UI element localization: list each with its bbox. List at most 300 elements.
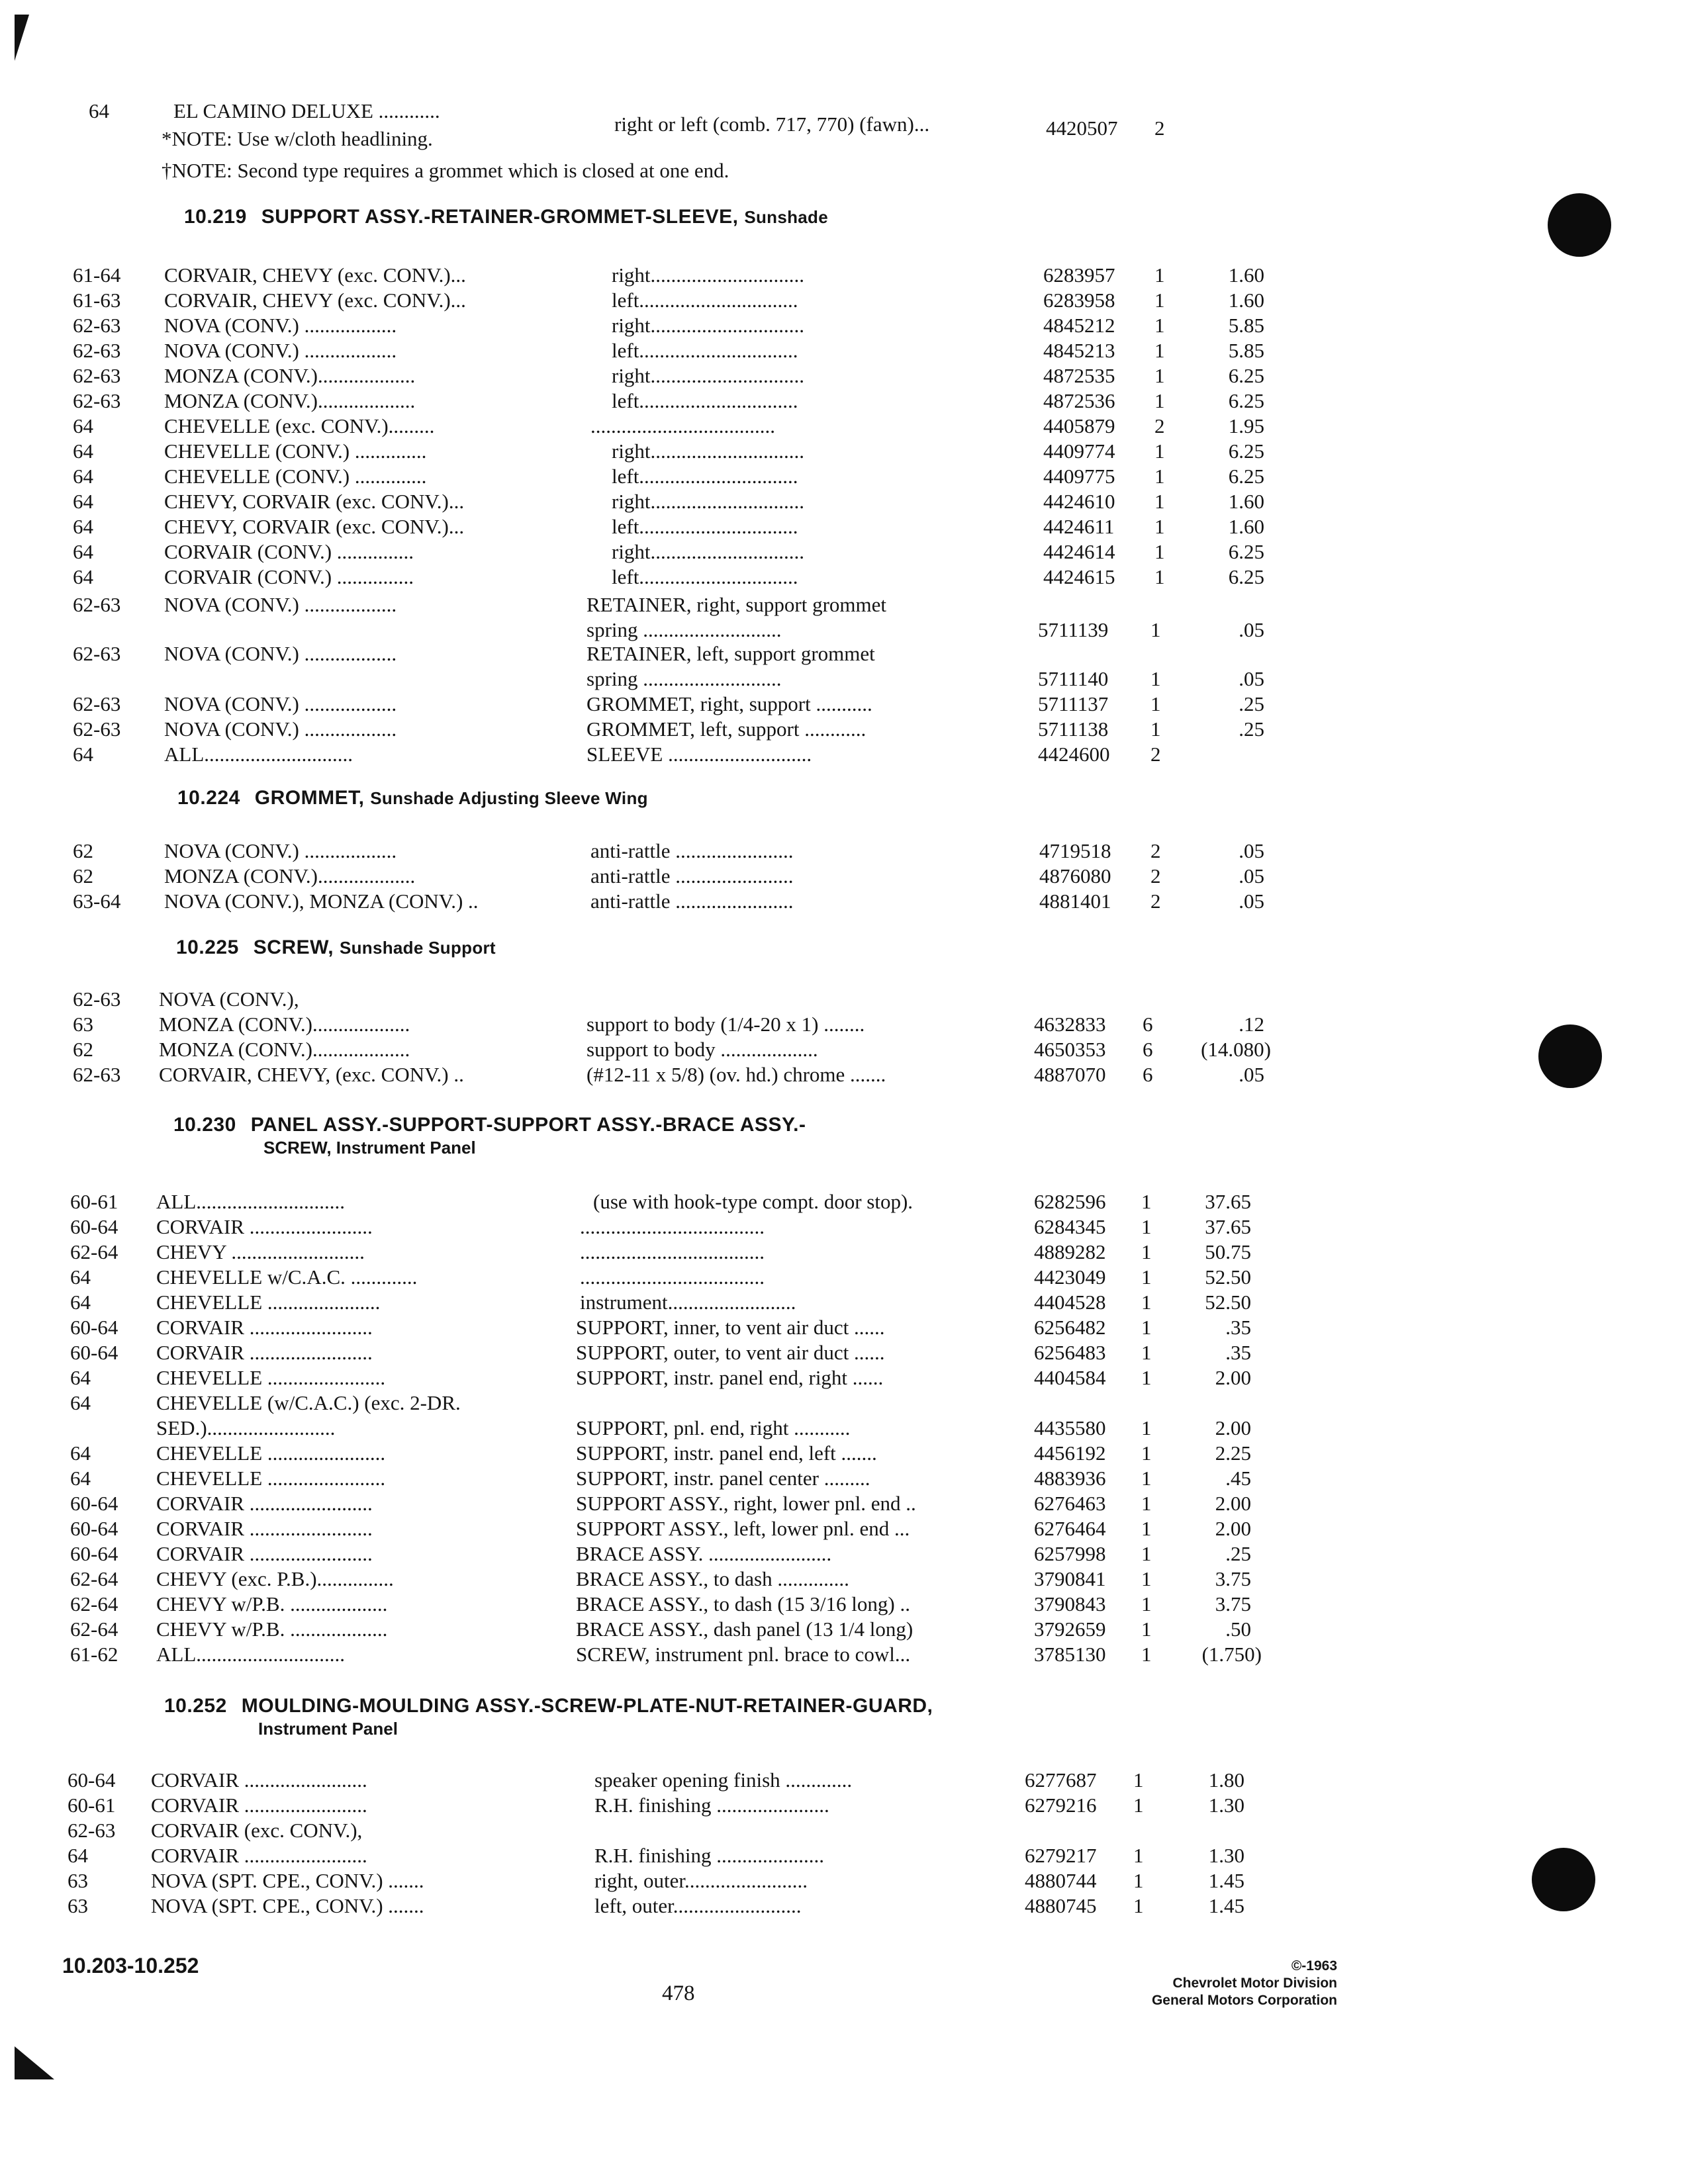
description-cell: spring ........................... [586, 618, 782, 641]
price-cell: .05 [1239, 1063, 1264, 1086]
year-cell: 64 [70, 1265, 91, 1289]
year-cell: 64 [70, 1467, 91, 1490]
quantity-cell: 6 [1143, 1013, 1153, 1036]
part-number-cell: 6277687 [1025, 1768, 1097, 1792]
model-cell: NOVA (SPT. CPE., CONV.) ....... [151, 1869, 424, 1892]
description-cell: right.............................. [612, 540, 805, 563]
description-cell: R.H. finishing ...................... [594, 1794, 829, 1817]
part-number-cell: 4424614 [1043, 540, 1115, 563]
quantity-cell: 1 [1154, 389, 1165, 412]
part-number-cell: 5711137 [1038, 692, 1109, 715]
model-cell: CHEVY (exc. P.B.)............... [156, 1567, 394, 1590]
description-cell: left............................... [612, 565, 798, 588]
section-title: GROMMET, [254, 787, 365, 809]
year-cell: 62-63 [73, 364, 121, 387]
model-cell: NOVA (CONV.), [159, 987, 299, 1011]
corner-mark-bottom-left [15, 2046, 54, 2079]
part-number-cell: 3792659 [1034, 1617, 1106, 1641]
quantity-cell: 1 [1141, 1366, 1152, 1389]
description-cell: SUPPORT, instr. panel end, right ...... [576, 1366, 884, 1389]
part-number-cell: 6282596 [1034, 1190, 1106, 1213]
model-cell: MONZA (CONV.)................... [164, 389, 416, 412]
part-number-cell: 6276463 [1034, 1492, 1106, 1515]
quantity-cell: 1 [1150, 692, 1161, 715]
part-number-cell: 4880745 [1025, 1894, 1097, 1917]
year-cell: 60-64 [70, 1215, 118, 1238]
price-cell: 6.25 [1228, 389, 1264, 412]
price-cell: .25 [1225, 1542, 1251, 1565]
quantity-cell: 1 [1141, 1265, 1152, 1289]
model-cell: EL CAMINO DELUXE ............ [173, 99, 440, 122]
quantity-cell: 1 [1133, 1894, 1144, 1917]
model-cell: NOVA (CONV.) .................. [164, 839, 397, 862]
price-cell: 2.25 [1215, 1441, 1251, 1465]
part-number-cell: 4845213 [1043, 339, 1115, 362]
quantity-cell: 1 [1154, 364, 1165, 387]
part-number-cell: 4435580 [1034, 1416, 1106, 1439]
year-cell: 60-64 [70, 1341, 118, 1364]
part-number-cell: 4845212 [1043, 314, 1115, 337]
description-cell: support to body ................... [586, 1038, 818, 1061]
part-number-cell: 5711138 [1038, 717, 1109, 741]
description-cell: support to body (1/4-20 x 1) ........ [586, 1013, 865, 1036]
quantity-cell: 1 [1141, 1567, 1152, 1590]
description-cell: GROMMET, right, support ........... [586, 692, 872, 715]
year-cell: 62-63 [73, 717, 121, 741]
price-cell: .35 [1225, 1341, 1251, 1364]
part-number-cell: 4876080 [1039, 864, 1111, 887]
year-cell: 62-63 [73, 389, 121, 412]
section-number: 10.219 [184, 206, 247, 228]
note-line: *NOTE: Use w/cloth headlining. [162, 127, 433, 150]
price-cell: 6.25 [1228, 439, 1264, 463]
description-cell: SUPPORT, instr. panel end, left ....... [576, 1441, 877, 1465]
model-cell: NOVA (SPT. CPE., CONV.) ....... [151, 1894, 424, 1917]
quantity-cell: 1 [1154, 490, 1165, 513]
part-number-cell: 3790841 [1034, 1567, 1106, 1590]
price-cell: 1.60 [1228, 289, 1264, 312]
description-cell: (#12-11 x 5/8) (ov. hd.) chrome ....... [586, 1063, 886, 1086]
part-number-cell: 5711139 [1038, 618, 1109, 641]
quantity-cell: 1 [1141, 1190, 1152, 1213]
part-number-cell: 4650353 [1034, 1038, 1106, 1061]
model-cell: CHEVELLE ...................... [156, 1291, 381, 1314]
price-cell: 5.85 [1228, 314, 1264, 337]
part-number-cell: 4883936 [1034, 1467, 1106, 1490]
quantity-cell: 1 [1141, 1240, 1152, 1263]
description-cell: GROMMET, left, support ............ [586, 717, 867, 741]
price-cell: 3.75 [1215, 1567, 1251, 1590]
division-line: Chevrolet Motor Division [1172, 1976, 1337, 1991]
year-cell: 64 [73, 465, 93, 488]
part-number-cell: 4872535 [1043, 364, 1115, 387]
part-number-cell: 6279217 [1025, 1844, 1097, 1867]
price-cell: 2.00 [1215, 1416, 1251, 1439]
year-cell: 64 [73, 565, 93, 588]
quantity-cell: 1 [1133, 1844, 1144, 1867]
year-cell: 62 [73, 1038, 93, 1061]
model-cell: CHEVY, CORVAIR (exc. CONV.)... [164, 490, 465, 513]
copyright-line: ©-1963 [1291, 1958, 1337, 1974]
year-cell: 64 [73, 515, 93, 538]
part-number-cell: 4424600 [1038, 743, 1110, 766]
quantity-cell: 6 [1143, 1038, 1153, 1061]
part-number-cell: 6284345 [1034, 1215, 1106, 1238]
section-number: 10.230 [173, 1114, 236, 1136]
model-cell: CORVAIR, CHEVY (exc. CONV.)... [164, 263, 466, 287]
model-cell: CORVAIR ........................ [156, 1542, 373, 1565]
model-cell: CORVAIR (CONV.) ............... [164, 540, 414, 563]
year-cell: 62-64 [70, 1592, 118, 1615]
year-cell: 60-61 [70, 1190, 118, 1213]
year-cell: 60-64 [70, 1542, 118, 1565]
model-cell: CORVAIR (exc. CONV.), [151, 1819, 363, 1842]
description-cell: instrument......................... [580, 1291, 796, 1314]
model-cell: CHEVELLE ....................... [156, 1441, 386, 1465]
year-cell: 63 [68, 1869, 88, 1892]
price-cell: .05 [1239, 864, 1264, 887]
table-row [0, 1640, 1688, 1669]
price-cell: 1.60 [1228, 515, 1264, 538]
model-cell: MONZA (CONV.)................... [164, 364, 416, 387]
page-number: 478 [662, 1981, 695, 2005]
description-cell: BRACE ASSY. ........................ [576, 1542, 832, 1565]
year-cell: 64 [70, 1441, 91, 1465]
year-cell: 62-64 [70, 1567, 118, 1590]
price-cell: .25 [1239, 717, 1264, 741]
table-row [0, 740, 1688, 769]
section-title: SCREW, [253, 936, 334, 958]
table-row [0, 887, 1688, 916]
price-cell: .25 [1239, 692, 1264, 715]
description-cell: BRACE ASSY., to dash .............. [576, 1567, 849, 1590]
part-number-cell: 4423049 [1034, 1265, 1106, 1289]
model-cell: NOVA (CONV.) .................. [164, 314, 397, 337]
price-cell: 6.25 [1228, 565, 1264, 588]
description-cell: SUPPORT ASSY., left, lower pnl. end ... [576, 1517, 910, 1540]
year-cell: 62 [73, 864, 93, 887]
year-cell: 62-64 [70, 1240, 118, 1263]
section-number: 10.224 [177, 787, 240, 809]
quantity-cell: 1 [1154, 339, 1165, 362]
description-cell: BRACE ASSY., dash panel (13 1/4 long) [576, 1617, 914, 1641]
year-cell: 62-63 [73, 339, 121, 362]
binder-hole-top [1548, 193, 1611, 257]
quantity-cell: 1 [1133, 1794, 1144, 1817]
price-cell: .05 [1239, 667, 1264, 690]
description-cell: SUPPORT, instr. panel center ......... [576, 1467, 870, 1490]
description-cell: R.H. finishing ..................... [594, 1844, 825, 1867]
model-cell: CORVAIR ........................ [151, 1768, 367, 1792]
description-cell: anti-rattle ....................... [590, 889, 794, 913]
year-cell: 64 [70, 1291, 91, 1314]
price-cell: 6.25 [1228, 540, 1264, 563]
price-cell: 1.60 [1228, 263, 1264, 287]
model-cell: CORVAIR, CHEVY, (exc. CONV.) .. [159, 1063, 464, 1086]
part-number-cell: 4880744 [1025, 1869, 1097, 1892]
table-row [0, 1060, 1688, 1089]
corporation-line: General Motors Corporation [1151, 1993, 1337, 2008]
model-cell: CHEVY w/P.B. ................... [156, 1592, 388, 1615]
part-number-cell: 4409775 [1043, 465, 1115, 488]
quantity-cell: 1 [1154, 314, 1165, 337]
part-number-cell: 4409774 [1043, 439, 1115, 463]
quantity-cell: 6 [1143, 1063, 1153, 1086]
model-cell: MONZA (CONV.)................... [159, 1038, 410, 1061]
model-cell: CORVAIR ........................ [156, 1517, 373, 1540]
table-row [0, 563, 1688, 592]
part-number-cell: 4404584 [1034, 1366, 1106, 1389]
quantity-cell: 1 [1154, 439, 1165, 463]
year-cell: 62 [73, 839, 93, 862]
price-cell: 1.95 [1228, 414, 1264, 437]
section-heading [164, 1693, 933, 1719]
year-cell: 64 [73, 414, 93, 437]
year-cell: 60-64 [68, 1768, 116, 1792]
quantity-cell: 1 [1141, 1416, 1152, 1439]
year-cell: 60-61 [68, 1794, 116, 1817]
section-heading [177, 785, 648, 811]
price-cell: 1.45 [1208, 1869, 1244, 1892]
quantity-cell: 2 [1150, 743, 1161, 766]
description-cell: .................................... [590, 414, 775, 437]
part-number-cell: 4872536 [1043, 389, 1115, 412]
price-cell: 3.75 [1215, 1592, 1251, 1615]
model-cell: ALL............................. [156, 1643, 346, 1666]
year-cell: 63 [68, 1894, 88, 1917]
price-cell: .12 [1239, 1013, 1264, 1036]
year-cell: 63-64 [73, 889, 121, 913]
description-cell: .................................... [580, 1265, 765, 1289]
price-cell: 6.25 [1228, 465, 1264, 488]
model-cell: CORVAIR ........................ [151, 1794, 367, 1817]
quantity-cell: 1 [1141, 1517, 1152, 1540]
description-cell: left............................... [612, 339, 798, 362]
year-cell: 60-64 [70, 1492, 118, 1515]
section-heading [184, 204, 828, 230]
quantity-cell: 2 [1150, 864, 1161, 887]
model-cell: CHEVELLE ....................... [156, 1467, 386, 1490]
part-number-cell: 4424611 [1043, 515, 1115, 538]
model-cell: MONZA (CONV.)................... [159, 1013, 410, 1036]
description-cell: speaker opening finish ............. [594, 1768, 853, 1792]
description-cell: SUPPORT, pnl. end, right ........... [576, 1416, 851, 1439]
year-cell: 64 [70, 1391, 91, 1414]
section-subtitle: Sunshade [744, 207, 828, 227]
description-cell: SUPPORT ASSY., right, lower pnl. end .. [576, 1492, 916, 1515]
description-cell: SUPPORT, outer, to vent air duct ...... [576, 1341, 885, 1364]
model-cell: CHEVELLE w/C.A.C. ............. [156, 1265, 418, 1289]
quantity-cell: 1 [1141, 1291, 1152, 1314]
part-number-cell: 4404528 [1034, 1291, 1106, 1314]
year-cell: 60-64 [70, 1517, 118, 1540]
year-cell: 62-63 [73, 1063, 121, 1086]
year-cell: 64 [68, 1844, 88, 1867]
price-cell: 1.80 [1208, 1768, 1244, 1792]
description-cell: .................................... [580, 1240, 765, 1263]
price-cell: .45 [1225, 1467, 1251, 1490]
part-number-cell: 6257998 [1034, 1542, 1106, 1565]
quantity-cell: 1 [1150, 667, 1161, 690]
quantity-cell: 2 [1150, 839, 1161, 862]
quantity-cell: 2 [1154, 414, 1165, 437]
section-number: 10.252 [164, 1695, 227, 1717]
part-number-cell: 3785130 [1034, 1643, 1106, 1666]
year-cell: 64 [73, 540, 93, 563]
description-cell: right.............................. [612, 490, 805, 513]
description-cell: left............................... [612, 465, 798, 488]
model-cell: NOVA (CONV.) .................. [164, 717, 397, 741]
quantity-cell: 1 [1141, 1341, 1152, 1364]
part-number-cell: 4424610 [1043, 490, 1115, 513]
quantity-cell: 1 [1141, 1441, 1152, 1465]
model-cell: CORVAIR (CONV.) ............... [164, 565, 414, 588]
model-cell: SED.)......................... [156, 1416, 336, 1439]
year-cell: 62-63 [68, 1819, 116, 1842]
price-cell: .50 [1225, 1617, 1251, 1641]
year-cell: 62-63 [73, 314, 121, 337]
description-cell: spring ........................... [586, 667, 782, 690]
price-cell: 6.25 [1228, 364, 1264, 387]
section-title: MOULDING-MOULDING ASSY.-SCREW-PLATE-NUT-RETAINER-GUARD, [241, 1695, 933, 1717]
model-cell: NOVA (CONV.) .................. [164, 692, 397, 715]
price-cell: 52.50 [1205, 1265, 1251, 1289]
price-cell: 52.50 [1205, 1291, 1251, 1314]
year-cell: 62-63 [73, 692, 121, 715]
model-cell: NOVA (CONV.) .................. [164, 339, 397, 362]
description-cell: right.............................. [612, 263, 805, 287]
description-cell: right.............................. [612, 314, 805, 337]
price-cell: 1.45 [1208, 1894, 1244, 1917]
model-cell: NOVA (CONV.) .................. [164, 593, 397, 616]
year-cell: 62-63 [73, 987, 121, 1011]
quantity-cell: 1 [1141, 1215, 1152, 1238]
part-number-cell: 4405879 [1043, 414, 1115, 437]
quantity-cell: 1 [1154, 289, 1165, 312]
section-subtitle-line: Instrument Panel [258, 1719, 398, 1739]
model-cell: CHEVY, CORVAIR (exc. CONV.)... [164, 515, 465, 538]
description-cell: right or left (comb. 717, 770) (fawn)... [614, 113, 930, 136]
part-number-cell: 6256482 [1034, 1316, 1106, 1339]
model-cell: ALL............................. [156, 1190, 346, 1213]
quantity-cell: 1 [1141, 1643, 1152, 1666]
model-cell: CORVAIR, CHEVY (exc. CONV.)... [164, 289, 466, 312]
quantity-cell: 1 [1154, 515, 1165, 538]
year-cell: 62-64 [70, 1617, 118, 1641]
price-cell: 1.30 [1208, 1794, 1244, 1817]
quantity-cell: 1 [1154, 263, 1165, 287]
price-cell: (1.750) [1201, 1643, 1262, 1666]
model-cell: CHEVY w/P.B. ................... [156, 1617, 388, 1641]
description-cell: SCREW, instrument pnl. brace to cowl... [576, 1643, 911, 1666]
quantity-cell: 1 [1141, 1542, 1152, 1565]
year-cell: 61-63 [73, 289, 121, 312]
price-cell: 2.00 [1215, 1517, 1251, 1540]
description-cell: left, outer......................... [594, 1894, 802, 1917]
quantity-cell: 1 [1141, 1617, 1152, 1641]
year-cell: 60-64 [70, 1316, 118, 1339]
price-cell: (14.080) [1201, 1038, 1271, 1061]
description-cell: RETAINER, right, support grommet [586, 593, 886, 616]
part-number-cell: 4889282 [1034, 1240, 1106, 1263]
quantity-cell: 1 [1141, 1492, 1152, 1515]
part-number-cell: 6283958 [1043, 289, 1115, 312]
price-cell: 1.30 [1208, 1844, 1244, 1867]
model-cell: CHEVELLE ....................... [156, 1366, 386, 1389]
price-cell: .05 [1239, 889, 1264, 913]
page-range-label: 10.203-10.252 [62, 1954, 199, 1978]
year-cell: 64 [73, 743, 93, 766]
quantity-cell: 1 [1141, 1467, 1152, 1490]
quantity-cell: 1 [1154, 465, 1165, 488]
model-cell: CORVAIR ........................ [156, 1215, 373, 1238]
description-cell: left............................... [612, 289, 798, 312]
section-subtitle-line: SCREW, Instrument Panel [263, 1138, 476, 1158]
description-cell: .................................... [580, 1215, 765, 1238]
part-number-cell: 3790843 [1034, 1592, 1106, 1615]
model-cell: CHEVELLE (CONV.) .............. [164, 439, 427, 463]
quantity-cell: 1 [1133, 1768, 1144, 1792]
year-cell: 61-62 [70, 1643, 118, 1666]
price-cell: 50.75 [1205, 1240, 1251, 1263]
section-heading [173, 1112, 806, 1138]
part-number-cell: 6283957 [1043, 263, 1115, 287]
price-cell: 2.00 [1215, 1366, 1251, 1389]
year-cell: 63 [73, 1013, 93, 1036]
description-cell: (use with hook-type compt. door stop). [593, 1190, 914, 1213]
part-number-cell: 4632833 [1034, 1013, 1106, 1036]
section-subtitle: Sunshade Support [339, 938, 496, 958]
description-cell: right.............................. [612, 364, 805, 387]
quantity-cell: 1 [1141, 1592, 1152, 1615]
price-cell: 2.00 [1215, 1492, 1251, 1515]
model-cell: NOVA (CONV.) .................. [164, 642, 397, 665]
quantity-cell: 1 [1150, 618, 1161, 641]
section-subtitle: Sunshade Adjusting Sleeve Wing [370, 788, 648, 808]
year-cell: 64 [73, 490, 93, 513]
part-number-cell: 5711140 [1038, 667, 1109, 690]
section-heading [176, 934, 496, 961]
note-line: †NOTE: Second type requires a grommet which is closed at one end. [162, 159, 729, 182]
price-cell: .35 [1225, 1316, 1251, 1339]
quantity-cell: 1 [1150, 717, 1161, 741]
part-number-cell: 4881401 [1039, 889, 1111, 913]
part-number-cell: 6256483 [1034, 1341, 1106, 1364]
price-cell: .05 [1239, 618, 1264, 641]
quantity-cell: 1 [1154, 565, 1165, 588]
price-cell: .05 [1239, 839, 1264, 862]
part-number-cell: 4456192 [1034, 1441, 1106, 1465]
description-cell: SLEEVE ............................ [586, 743, 812, 766]
description-cell: left............................... [612, 389, 798, 412]
model-cell: CHEVELLE (w/C.A.C.) (exc. 2-DR. [156, 1391, 461, 1414]
price-cell: 37.65 [1205, 1190, 1251, 1213]
model-cell: CORVAIR ........................ [156, 1316, 373, 1339]
quantity-cell: 1 [1141, 1316, 1152, 1339]
model-cell: CHEVELLE (CONV.) .............. [164, 465, 427, 488]
year-cell: 64 [70, 1366, 91, 1389]
description-cell: right.............................. [612, 439, 805, 463]
table-row [0, 1891, 1688, 1921]
part-number-cell: 6276464 [1034, 1517, 1106, 1540]
price-cell: 1.60 [1228, 490, 1264, 513]
year-cell: 62-63 [73, 593, 121, 616]
section-title: PANEL ASSY.-SUPPORT-SUPPORT ASSY.-BRACE ASSY.- [250, 1114, 806, 1136]
description-cell: anti-rattle ....................... [590, 864, 794, 887]
model-cell: CORVAIR ........................ [156, 1492, 373, 1515]
description-cell: left............................... [612, 515, 798, 538]
part-number-cell: 4420507 [1046, 116, 1118, 140]
